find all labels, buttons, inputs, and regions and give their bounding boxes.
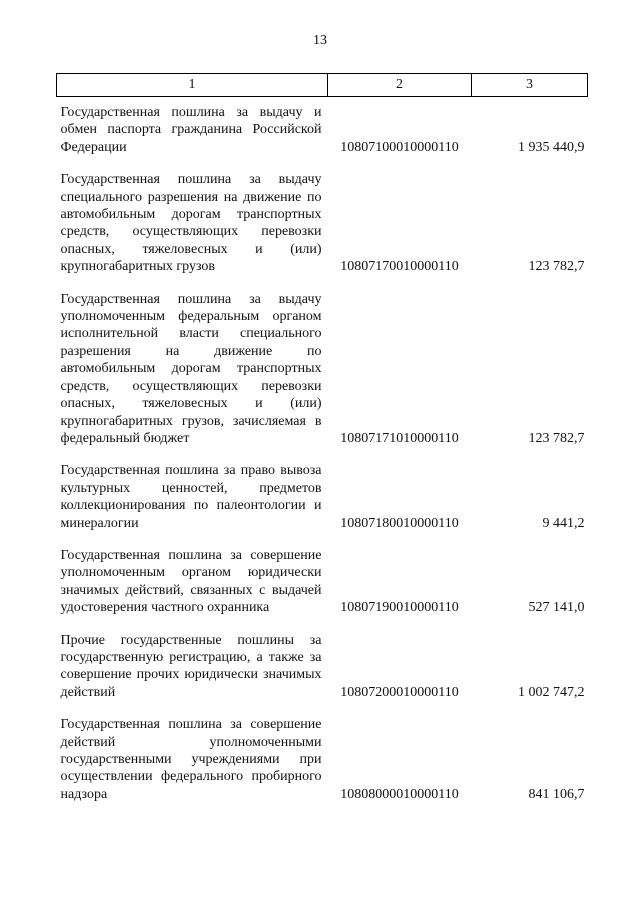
revenue-code: 10807190010000110 [340, 600, 459, 616]
revenue-name: Государственная пошлина за выдачу и обмен паспорта гражданина Российской Федерации [60, 105, 322, 155]
revenue-name: Государственная пошлина за право вывоза культурных ценностей, предметов коллекционирования по палеонтологии и минералогии [60, 463, 322, 531]
column-header-2: 2 [328, 74, 472, 97]
revenue-name: Государственная пошлина за совершение уполномоченным органом юридически значимых действий, связанных с выдачей удостоверения частного охранника [60, 547, 322, 616]
page-number: 13 [313, 33, 327, 48]
table-row [57, 709, 588, 811]
revenue-name: Государственная пошлина за совершение действий уполномоченными государственными учреждениями при осуществлении федерального пробирного надзора [60, 717, 322, 802]
revenue-name: Государственная пошлина за выдачу специального разрешения на движение по автомобильным дорогам транспортных средств, осуществляющих перевозки опасных, тяжеловесных и (или) крупногабаритных грузов [60, 172, 322, 275]
revenue-amount: 841 106,7 [528, 786, 585, 802]
revenue-name: Государственная пошлина за выдачу уполномоченным федеральным органом исполнительной власти специального разрешения на движение по автомобильным дорогам транспортных средств, осуществляющих перевозки опасных, тяжеловесных и (или) крупногабаритных грузов, зачисляемая в федеральный бюджет [60, 291, 322, 446]
table-row [57, 97, 588, 165]
revenue-amount: 123 782,7 [528, 430, 585, 446]
column-header-1: 1 [57, 74, 328, 97]
revenue-table [56, 73, 588, 811]
revenue-code: 10807100010000110 [340, 139, 459, 155]
revenue-code: 10807171010000110 [340, 430, 459, 446]
header-row [57, 74, 588, 97]
table-header [57, 74, 588, 97]
revenue-amount: 123 782,7 [528, 259, 585, 275]
revenue-amount: 1 935 440,9 [518, 139, 585, 155]
revenue-amount: 1 002 747,2 [518, 684, 585, 700]
revenue-amount: 527 141,0 [528, 600, 585, 616]
column-header-3: 3 [472, 74, 588, 97]
revenue-code: 10808000010000110 [340, 786, 459, 802]
revenue-name: Прочие государственные пошлины за государственную регистрацию, а также за совершение прочих юридически значимых действий [60, 632, 322, 700]
table-body [57, 97, 588, 812]
table-row [57, 284, 588, 456]
revenue-code: 10807180010000110 [340, 515, 459, 531]
revenue-code: 10807170010000110 [340, 259, 459, 275]
table-row [57, 164, 588, 283]
table-row [57, 540, 588, 625]
table-row [57, 625, 588, 710]
table-row [57, 455, 588, 540]
revenue-amount: 9 441,2 [542, 515, 585, 531]
revenue-code: 10807200010000110 [340, 684, 459, 700]
